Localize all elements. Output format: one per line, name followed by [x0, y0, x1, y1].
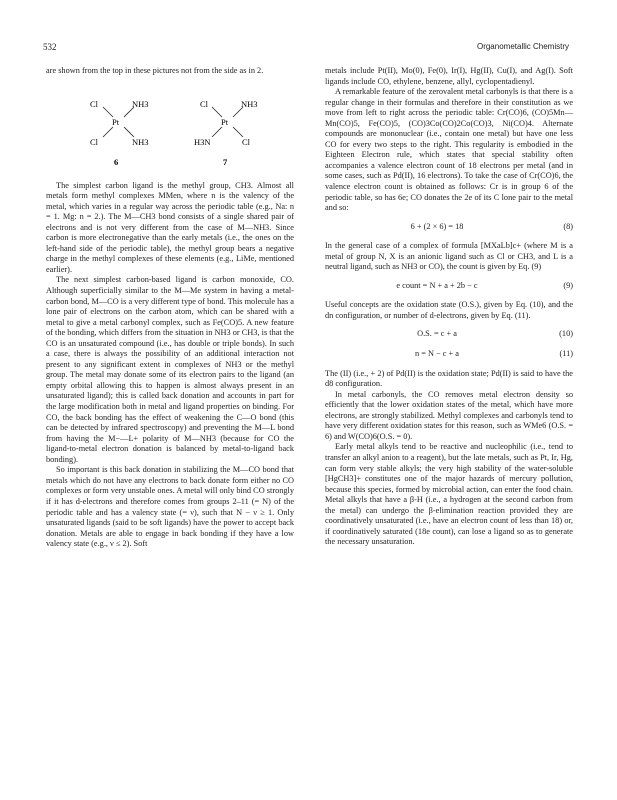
running-head: Organometallic Chemistry [476, 42, 569, 51]
equation-10-number: (10) [559, 329, 573, 339]
structure-6-top-left: Cl [90, 98, 99, 109]
structures-figure [46, 85, 294, 179]
structure-6 [90, 99, 149, 167]
platinum-complex-structures [46, 85, 294, 179]
paragraph-general-case: In the general case of a complex of formula [MXaLb]c+ (where M is a metal of group N, X is an anionic ligand such as Cl or CH3, and L is a neutral ligand, such as NH3 or CO), the count is given by Eq. (9) [325, 241, 573, 272]
right-column [325, 66, 573, 548]
structure-7-number: 7 [223, 156, 228, 167]
paragraph-oxidation-state: The (II) (i.e., + 2) of Pd(II) is the oxidation state; Pd(II) is said to have the d8 configuration. [325, 368, 573, 389]
structure-7-bottom-right: Cl [242, 136, 251, 147]
equation-11-expression: n = N − c + a [415, 349, 459, 359]
equation-11 [325, 349, 573, 360]
equation-10-expression: O.S. = c + a [417, 329, 457, 339]
paragraph-methyl: The simplest carbon ligand is the methyl group, CH3. Almost all metals form methyl complexes MMen, where n is the valency of the metal, which varies in a regular way across the periodic table (e.g., Na: n = 1. Mg: n = 2.). The M—CH3 bond consists of a single shared pair of electrons and is not very different from the case of M—NH3. Since carbon is more electronegative than the early metals (i.e., the ones on the left-hand side of the periodic table), the methyl group bears a negative charge in the methyl complexes of these elements (e.g., LiMe, mentioned earlier). [46, 180, 294, 274]
equation-10 [325, 329, 573, 340]
structure-7-top-left: Cl [200, 98, 209, 109]
structure-7 [194, 99, 258, 167]
paragraph-carbonyls-regularity: A remarkable feature of the zerovalent metal carbonyls is that there is a regular change in their formulas and therefore in their constitution as we move from left to right across the periodic table: Cr(CO)6, (CO)5Mn—Mn(CO)5, Fe(CO)5, (CO)3Co(CO)2Co(CO)3, Ni(CO)4. Alternate compounds are mononuclear (i.e., contain one metal) but have one less CO for every two steps to the right. This regularity is embodied in the Eighteen Electron rule, which states that special stability often accompanies a valence electron count of 18 electrons per metal (and in some cases, such as Pd(II), 16 electrons). To take the case of Cr(CO)6, the valence electron count is obtained as follows: Cr is in group 6 of the periodic table, so has 6e; CO donates the 2e of its C lone pair to the metal and so: [325, 87, 573, 213]
paragraph-back-donation: So important is this back donation in stabilizing the M—CO bond that metals which do not have any electrons to back donate form either no CO complexes or form very unstable ones. A metal will only bind CO strongly if it has d-electrons and therefore comes from groups 2–11 (= N) of the periodic table and has a valency state (= ν), such that N − ν ≥ 1. Only unsaturated ligands (said to be soft ligands) have the power to accept back donation. Metals are able to engage in back bonding if they have a low valency state (e.g., ν ≤ 2). Soft [46, 465, 294, 549]
paragraph-useful-concepts: Useful concepts are the oxidation state (O.S.), given by Eq. (10), and the dn configuration, or number of d-electrons, given by Eq. (11). [325, 300, 573, 320]
equation-8 [325, 222, 573, 233]
structure-6-bottom-right: NH3 [132, 136, 149, 147]
paragraph-metal-alkyls: Early metal alkyls tend to be reactive and nucleophilic (i.e., tend to transfer an alkyl anion to a reagent), but the late metals, such as Pt, Ir, Hg, can form very stable alkyls; the very high stability of the water-soluble [HgCH3]+ constitutes one of the major hazards of mercury pollution, because this species, formed by microbial action, can enter the food chain. Metal alkyls that have a β-H (i.e., a hydrogen at the second carbon from the metal) can undergo the β-elimination reaction provided they are coordinatively unsaturated (i.e., have an electron count of less than 18) or, if coordinatively saturated (18e count), can lose a ligand so as to generate the necessary unsaturation. [325, 442, 573, 547]
structure-7-center: Pt [221, 116, 229, 127]
equation-8-number: (8) [563, 221, 573, 231]
structure-6-center: Pt [112, 116, 120, 127]
paragraph-intro: are shown from the top in these pictures not from the side as in 2. [46, 66, 264, 75]
structure-6-bottom-left: Cl [90, 136, 99, 147]
page-number: 532 [43, 42, 57, 52]
equation-9-expression: e count = N + a + 2b − c [396, 280, 478, 290]
structure-7-bottom-left: H3N [194, 136, 211, 147]
structure-6-number: 6 [114, 156, 119, 167]
paragraph-carbon-monoxide: The next simplest carbon-based ligand is carbon monoxide, CO. Although superficially similar to the M—Me system in having a metal-carbon bond, M—CO is a very different type of bond. This molecule has a lone pair of electrons on the carbon atom, which can be shared with a metal to give a metal carbonyl complex, such as Fe(CO)5. A new feature of the bonding, which differs from the situation in NH3 or CH3, is that the CO is an unsaturated compound (i.e., has double or triple bonds). In such a case, there is always the possibility of an additional interaction not present to any significant extent in complexes of NH3 or the methyl group. The metal may donate some of its electron pairs to the ligand (an empty orbital allowing this to happen is almost always present in an unsaturated ligand); this is called back donation and accounts in part for the large modification both in metal and ligand properties on binding. For CO, the back bonding has the effect of weakening the C—O bond (this can be detected by infrared spectroscopy) and preventing the M—L bond from having the M−—L+ polarity of M—NH3 (because for CO the ligand-to-metal electron donation is balanced by metal-to-ligand back bonding). [46, 275, 294, 464]
equation-11-number: (11) [559, 349, 573, 359]
structure-7-top-right: NH3 [241, 98, 258, 109]
structure-6-top-right: NH3 [132, 98, 149, 109]
left-column [46, 66, 294, 550]
equation-9 [325, 281, 573, 292]
equation-8-expression: 6 + (2 × 6) = 18 [410, 221, 464, 231]
paragraph-soft-metals: metals include Pt(II), Mo(0), Fe(0), Ir(I), Hg(II), Cu(I), and Ag(I). Soft ligands include CO, ethylene, benzene, allyl, cyclopentadienyl. [325, 66, 573, 86]
paragraph-metal-carbonyls: In metal carbonyls, the CO removes metal electron density so efficiently that the lower oxidation states of the metal, which have more electrons, are strongly stabilized. Methyl complexes and carbonyls tend to have very different oxidation states for this reason, such as WMe6 (O.S. = 6) and W(CO)6(O.S. = 0). [325, 389, 573, 441]
equation-9-number: (9) [563, 280, 573, 290]
